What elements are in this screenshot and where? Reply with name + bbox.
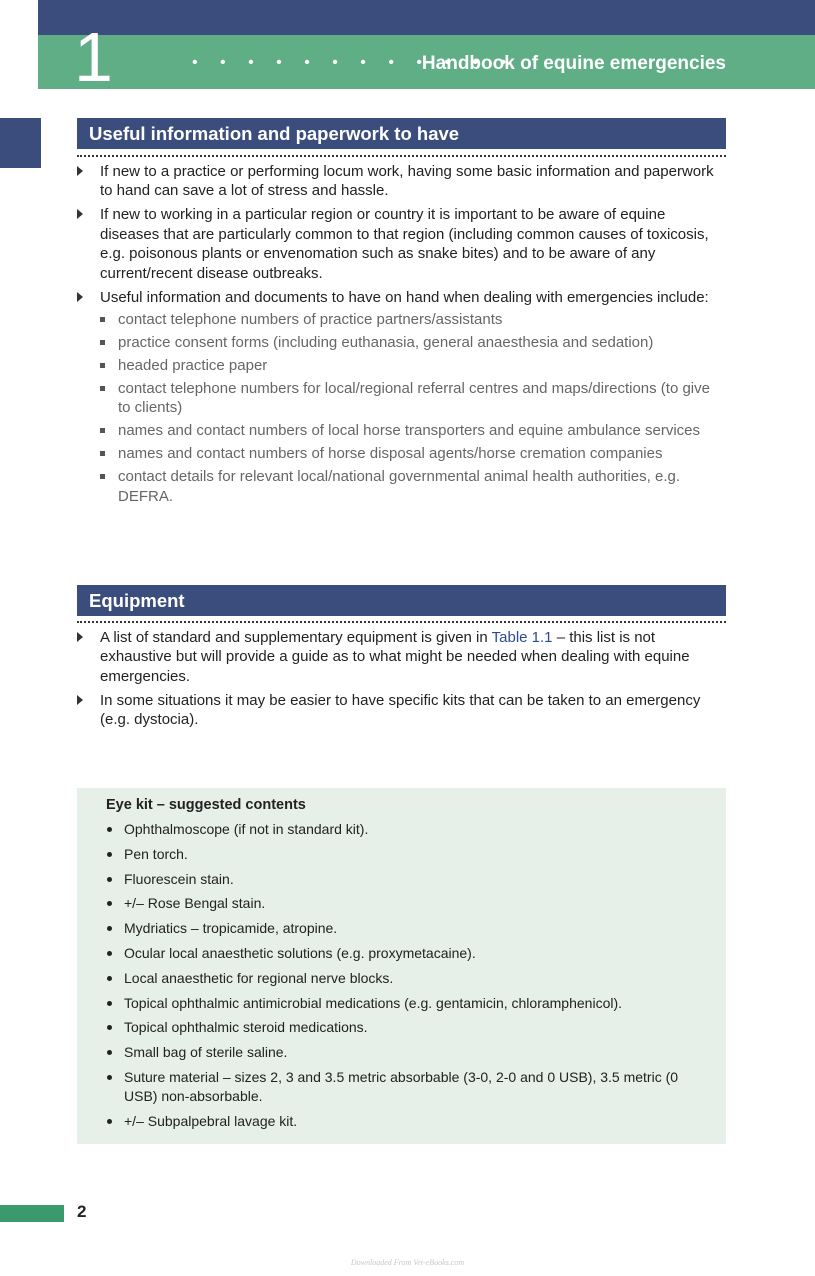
eye-kit-item: Topical ophthalmic antimicrobial medications (e.g. gentamicin, chloramphenicol). [106, 994, 696, 1013]
dot-bullet-icon [107, 1119, 112, 1124]
equipment-list [77, 628, 726, 734]
dot-bullet-icon [107, 951, 112, 956]
header-top-bar [38, 0, 815, 35]
square-bullet-icon [100, 340, 105, 345]
dot-bullet-icon [107, 827, 112, 832]
watermark: Downloaded From Vet-eBooks.com [350, 1258, 465, 1267]
square-bullet-icon [100, 386, 105, 391]
list-item: If new to a practice or performing locum work, having some basic information and paperwork to hand can save a lot of stress and hassle. [77, 162, 726, 201]
eye-kit-item: Mydriatics – tropicamide, atropine. [106, 919, 696, 938]
eye-kit-item: Pen torch. [106, 845, 696, 864]
arrow-bullet-icon [77, 632, 83, 642]
arrow-bullet-icon [77, 209, 83, 219]
sub-list-item: contact details for relevant local/national governmental animal health authorities, e.g. DEFRA. [100, 467, 726, 506]
dot-bullet-icon [107, 1025, 112, 1030]
paperwork-list [77, 162, 726, 511]
eye-kit-item: Small bag of sterile saline. [106, 1043, 696, 1062]
eye-kit-item: Ophthalmoscope (if not in standard kit). [106, 820, 696, 839]
sub-list [100, 310, 726, 506]
eye-kit-title: Eye kit – suggested contents [106, 797, 306, 813]
sub-list-item: names and contact numbers of horse disposal agents/horse cremation companies [100, 444, 726, 463]
section-heading-paperwork: Useful information and paperwork to have [77, 118, 726, 149]
dot-bullet-icon [107, 877, 112, 882]
eye-kit-item: Topical ophthalmic steroid medications. [106, 1018, 696, 1037]
square-bullet-icon [100, 451, 105, 456]
eye-kit-box [77, 788, 726, 1144]
page-number: 2 [77, 1202, 87, 1221]
section-divider [77, 621, 726, 623]
dot-bullet-icon [107, 852, 112, 857]
eye-kit-list [106, 820, 696, 1137]
dot-bullet-icon [107, 901, 112, 906]
eye-kit-item: Ocular local anaesthetic solutions (e.g. proxymetacaine). [106, 944, 696, 963]
section-heading-equipment: Equipment [77, 585, 726, 616]
sub-list-item: headed practice paper [100, 356, 726, 375]
list-item: Useful information and documents to have on hand when dealing with emergencies include: contact telephone numbers of practice partners/assistants practice consent forms (including euthanasia, general anaesthesia and sedation) headed practice paper contact telephone numbers for local/regional referral centres and maps/directions (to give to clients) names and contact numbers of local horse transporters and equine ambulance services names and contact numbers of horse disposal agents/horse cremation companies contact details for relevant local/national governmental animal health authorities, e.g. DEFRA. [77, 288, 726, 507]
footer-green-tab [0, 1205, 64, 1222]
square-bullet-icon [100, 317, 105, 322]
eye-kit-item: +/– Subpalpebral lavage kit. [106, 1112, 696, 1131]
square-bullet-icon [100, 474, 105, 479]
eye-kit-item: Suture material – sizes 2, 3 and 3.5 metric absorbable (3-0, 2-0 and 0 USB), 3.5 metric (0 USB) non-absorbable. [106, 1068, 696, 1106]
dot-bullet-icon [107, 1050, 112, 1055]
eye-kit-item: +/– Rose Bengal stain. [106, 894, 696, 913]
dot-bullet-icon [107, 1001, 112, 1006]
dot-bullet-icon [107, 1075, 112, 1080]
sub-list-item: names and contact numbers of local horse transporters and equine ambulance services [100, 421, 726, 440]
sub-list-item: contact telephone numbers of practice partners/assistants [100, 310, 726, 329]
dot-bullet-icon [107, 926, 112, 931]
side-tab [0, 118, 41, 168]
section-divider [77, 155, 726, 157]
sub-list-item: practice consent forms (including euthanasia, general anaesthesia and sedation) [100, 333, 726, 352]
eye-kit-item: Fluorescein stain. [106, 870, 696, 889]
square-bullet-icon [100, 428, 105, 433]
book-title: Handbook of equine emergencies [421, 53, 726, 74]
arrow-bullet-icon [77, 695, 83, 705]
list-item: If new to working in a particular region or country it is important to be aware of equine diseases that are particularly common to that region (including common causes of toxicosis, e.g. poisonous plants or envenomation such as snake bites) and to be aware of any current/recent disease outbreaks. [77, 205, 726, 283]
header-dots: • • • • • • • • • • • • [192, 54, 516, 71]
arrow-bullet-icon [77, 292, 83, 302]
square-bullet-icon [100, 363, 105, 368]
dot-bullet-icon [107, 976, 112, 981]
list-item: In some situations it may be easier to have specific kits that can be taken to an emergency (e.g. dystocia). [77, 691, 726, 730]
table-link[interactable]: Table 1.1 [491, 629, 553, 646]
sub-list-item: contact telephone numbers for local/regional referral centres and maps/directions (to give to clients) [100, 379, 726, 418]
chapter-number: 1 [74, 18, 113, 96]
list-item: A list of standard and supplementary equipment is given in Table 1.1 – this list is not exhaustive but will provide a guide as to what might be needed when dealing with equine emergencies. [77, 628, 726, 686]
arrow-bullet-icon [77, 166, 83, 176]
eye-kit-item: Local anaesthetic for regional nerve blocks. [106, 969, 696, 988]
